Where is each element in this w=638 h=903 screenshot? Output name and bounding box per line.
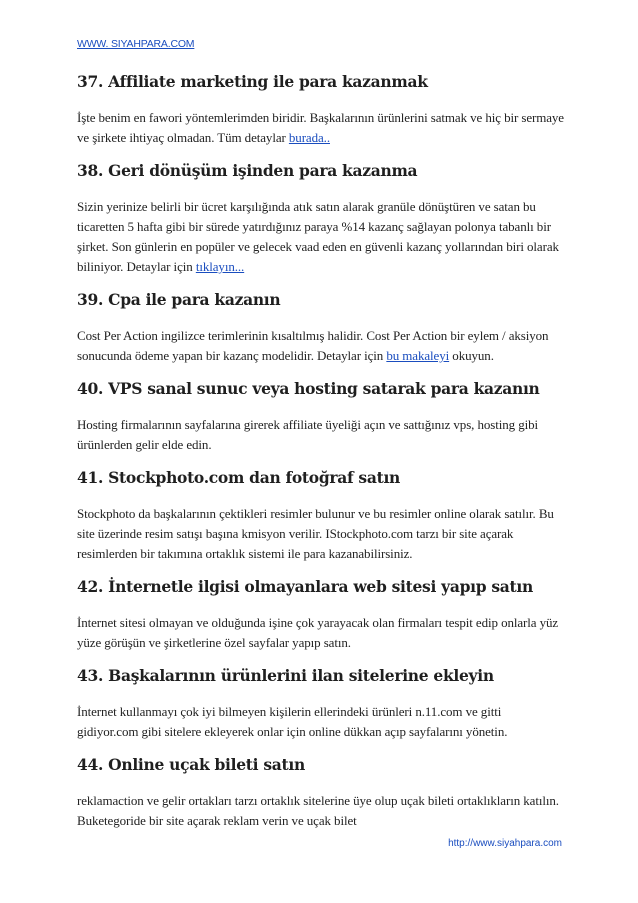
detail-link[interactable]: tıklayın...	[195, 259, 245, 274]
section-text: İşte benim en fawori yöntemlerimden biridir. Başkalarının ürünlerini satmak ve hiç bir sermaye ve şirkete ihtiyaç olmadan. Tüm detaylar burada..	[77, 110, 564, 145]
section-39	[77, 290, 565, 366]
section-43	[77, 666, 565, 742]
section-title: 41. Stockphoto.com dan fotoğraf satın	[77, 468, 401, 487]
section-title: 37. Affiliate marketing ile para kazanmak	[77, 72, 428, 91]
section-text: Cost Per Action ingilizce terimlerinin kısaltılmış halidir. Cost Per Action bir eylem / aksiyon sonucunda ödeme yapan bir kazanç modelidir. Detaylar için bu makaleyi okuyun.	[77, 328, 549, 363]
section-42	[77, 577, 565, 653]
header-site-link[interactable]: WWW. SIYAHPARA.COM	[77, 38, 195, 50]
section-38	[77, 161, 565, 277]
section-title: 44. Online uçak bileti satın	[77, 755, 305, 774]
section-title: 43. Başkalarının ürünlerini ilan sitelerine ekleyin	[77, 666, 494, 685]
section-text: reklamaction ve gelir ortakları tarzı ortaklık sitelerine üye olup uçak bileti ortaklıkların katılın. Buketegoride bir site açarak reklam verin ve uçak bilet	[77, 793, 559, 828]
section-37	[77, 72, 565, 148]
detail-link[interactable]: bu makaleyi	[386, 348, 450, 363]
section-text: İnternet kullanmayı çok iyi bilmeyen kişilerin ellerindeki ürünleri n.11.com ve gitti gidiyor.com gibi sitelere ekleyerek onlar için online dükkan açıp sayfalarını yönetin.	[77, 704, 508, 739]
article-content	[77, 72, 565, 844]
section-41	[77, 468, 565, 564]
section-text: Stockphoto da başkalarının çektikleri resimler bulunur ve bu resimler online olarak satılır. Bu site üzerinde resim satışı başına kmisyon verilir. IStockphoto.com tarzı bir site açarak resimlerden bir takımına ortaklık sistemi ile para kazanabilirsiniz.	[77, 506, 554, 561]
section-text: Hosting firmalarının sayfalarına girerek affiliate üyeliği açın ve sattığınız vps, hosting gibi ürünlerden gelir elde edin.	[77, 417, 539, 452]
section-text: İnternet sitesi olmayan ve olduğunda işine çok yarayacak olan firmaları tespit edip onlarla yüz yüze görüşün ve şirketlerine özel sayfalar yapıp satın.	[77, 615, 559, 650]
section-title: 40. VPS sanal sunuc veya hosting satarak para kazanın	[77, 379, 540, 398]
section-text: Sizin yerinize belirli bir ücret karşılığında atık satın alarak granüle dönüştüren ve satan bu ticaretten 5 hafta gibi bir sürede yatırdığınız paraya %14 kazanç sağlayan polonya tabanlı bir şirket. Son günlerin en popüler ve gelecek vaad eden en güvenli kazanç yollarından biri olarak biliniyor. Detaylar için tıklayın...	[77, 199, 559, 274]
section-44	[77, 755, 565, 831]
section-40	[77, 379, 565, 455]
section-title: 38. Geri dönüşüm işinden para kazanma	[77, 161, 418, 180]
detail-link[interactable]: burada..	[288, 130, 330, 145]
footer-site-link[interactable]: http://www.siyahpara.com	[448, 838, 562, 849]
section-title: 39. Cpa ile para kazanın	[77, 290, 281, 309]
section-title: 42. İnternetle ilgisi olmayanlara web sitesi yapıp satın	[77, 577, 533, 596]
